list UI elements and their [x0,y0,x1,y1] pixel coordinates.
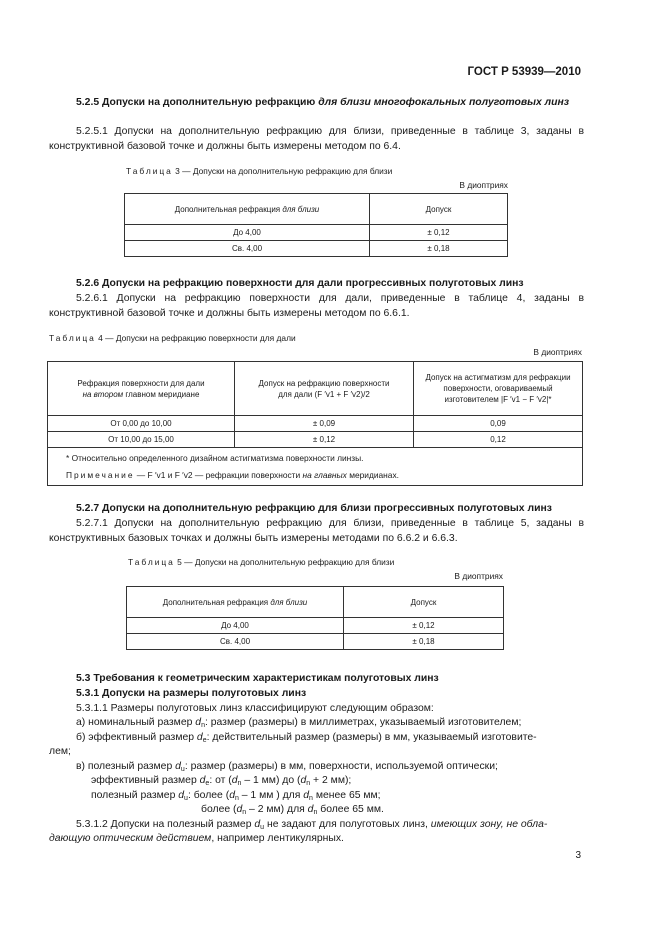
table-row: Св. 4,00 ± 0,18 [125,241,508,257]
list-item-nominal-size: а) номинальный размер $d_n$: размер (размеры) в миллиметрах, указываемый изготовителем; [76,717,522,729]
table-3-unit: В диоптриях [459,180,508,190]
table-4-header-surface-power: Рефракция поверхности для дали на втором главном меридиане [48,362,235,416]
section-5-3-1-title: 5.3.1 Допуски на размеры полуготовых линз [76,688,307,699]
table-row: От 10,00 до 15,00 ± 0,12 0,12 [48,432,583,448]
table-4-unit: В диоптриях [533,347,582,357]
table-5-caption: Таблица 5 — Допуски на дополнительную рефракцию для близи [128,557,395,567]
table-4-notes [48,448,583,486]
table-row: До 4,00 ± 0,12 [127,618,504,634]
table-4 [47,361,583,486]
table-row: От 0,00 до 10,00 ± 0,09 0,09 [48,416,583,432]
table-4-note: Примечание — F ′v1 и F ′v2 — рефракции поверхности на главных меридианах. [66,469,399,480]
document-header: ГОСТ Р 53939—2010 [467,66,581,78]
section-5-2-6-title: 5.2.6 Допуски на рефракцию поверхности для дали прогрессивных полуготовых линз [76,278,524,289]
table-5-header-addition: Дополнительная рефракция для близи [127,587,344,618]
page-number: 3 [575,850,581,861]
table-3 [124,193,508,257]
section-5-2-5-title: 5.2.5 Допуски на дополнительную рефракцию для близи многофокальных полуготовых линз [76,97,570,108]
table-5-header-tolerance: Допуск [344,587,504,618]
table-4-header-astigmatism-tolerance: Допуск на астигматизм для рефракции поверхности, оговариваемый изготовителем |F ′v1 − F ′v2|* [414,362,583,416]
section-5-2-7-title: 5.2.7 Допуски на дополнительную рефракцию для близи прогрессивных полуготовых линз [76,503,552,514]
table-5-unit: В диоптриях [454,571,503,581]
table-row: До 4,00 ± 0,12 [125,225,508,241]
list-item-effective-size-cont: лем; [49,746,71,757]
table-5 [126,586,504,650]
section-5-3-title: 5.3 Требования к геометрическим характеристикам полуготовых линз [76,673,439,684]
table-4-caption: Таблица 4 — Допуски на рефракцию поверхности для дали [49,333,296,343]
table-3-caption: Таблица 3 — Допуски на дополнительную рефракцию для близи [126,166,393,176]
section-5-3-1-2-line-1: 5.3.1.2 Допуски на полезный размер $d_u$ не задают для полуготовых линз, имеющих зону, не обла- [76,819,548,831]
table-row: Св. 4,00 ± 0,18 [127,634,504,650]
list-item-useful-size: в) полезный размер $d_u$: размер (размеры) в мм, поверхности, используемой оптически; [76,761,498,773]
list-item-effective-size: б) эффективный размер $d_e$: действительный размер (размеры) в мм, указываемый изготовите- [76,732,537,744]
section-5-3-1-1-paragraph: 5.3.1.1 Размеры полуготовых линз классифицируют следующим образом: [76,703,434,714]
useful-size-rule-2: более ($d_n - 2$ мм) для $d_n$ более 65 мм. [201,804,384,816]
useful-size-effective-range: эффективный размер $d_e$: от ($d_n - 1$ мм) до ($d_n + 2$ мм); [91,775,352,787]
section-5-3-1-2-line-2: дающую оптическим действием, например лентикулярных. [49,833,344,844]
table-4-header-power-tolerance: Допуск на рефракцию поверхности для дали (F ′v1 + F ′v2)/2 [235,362,414,416]
section-5-2-6-1-paragraph: 5.2.6.1 Допуски на рефракцию поверхности для дали, приведенные в таблице 4, заданы в конструктивной базовой точке и должны быть измерены методом по 6.6.1. [49,293,584,319]
table-3-header-addition: Дополнительная рефракция для близи [125,194,370,225]
useful-size-rule-1: полезный размер $d_u$: более ($d_n - 1$ мм ) для $d_n$ менее 65 мм; [91,790,381,802]
section-5-2-5-1-paragraph: 5.2.5.1 Допуски на дополнительную рефракцию для близи, приведенные в таблице 3, заданы в конструктивной базовой точке и должны быть измерены методом по 6.4. [49,126,584,152]
table-3-header-tolerance: Допуск [370,194,508,225]
table-4-footnote: * Относительно определенного дизайном астигматизма поверхности линзы. [66,452,364,463]
section-5-2-7-1-paragraph: 5.2.7.1 Допуски на дополнительную рефракцию для близи, приведенные в таблице 5, заданы в конструктивных базовых точках и должны быть измерены методами по 6.6.2 и 6.6.3. [49,518,584,544]
